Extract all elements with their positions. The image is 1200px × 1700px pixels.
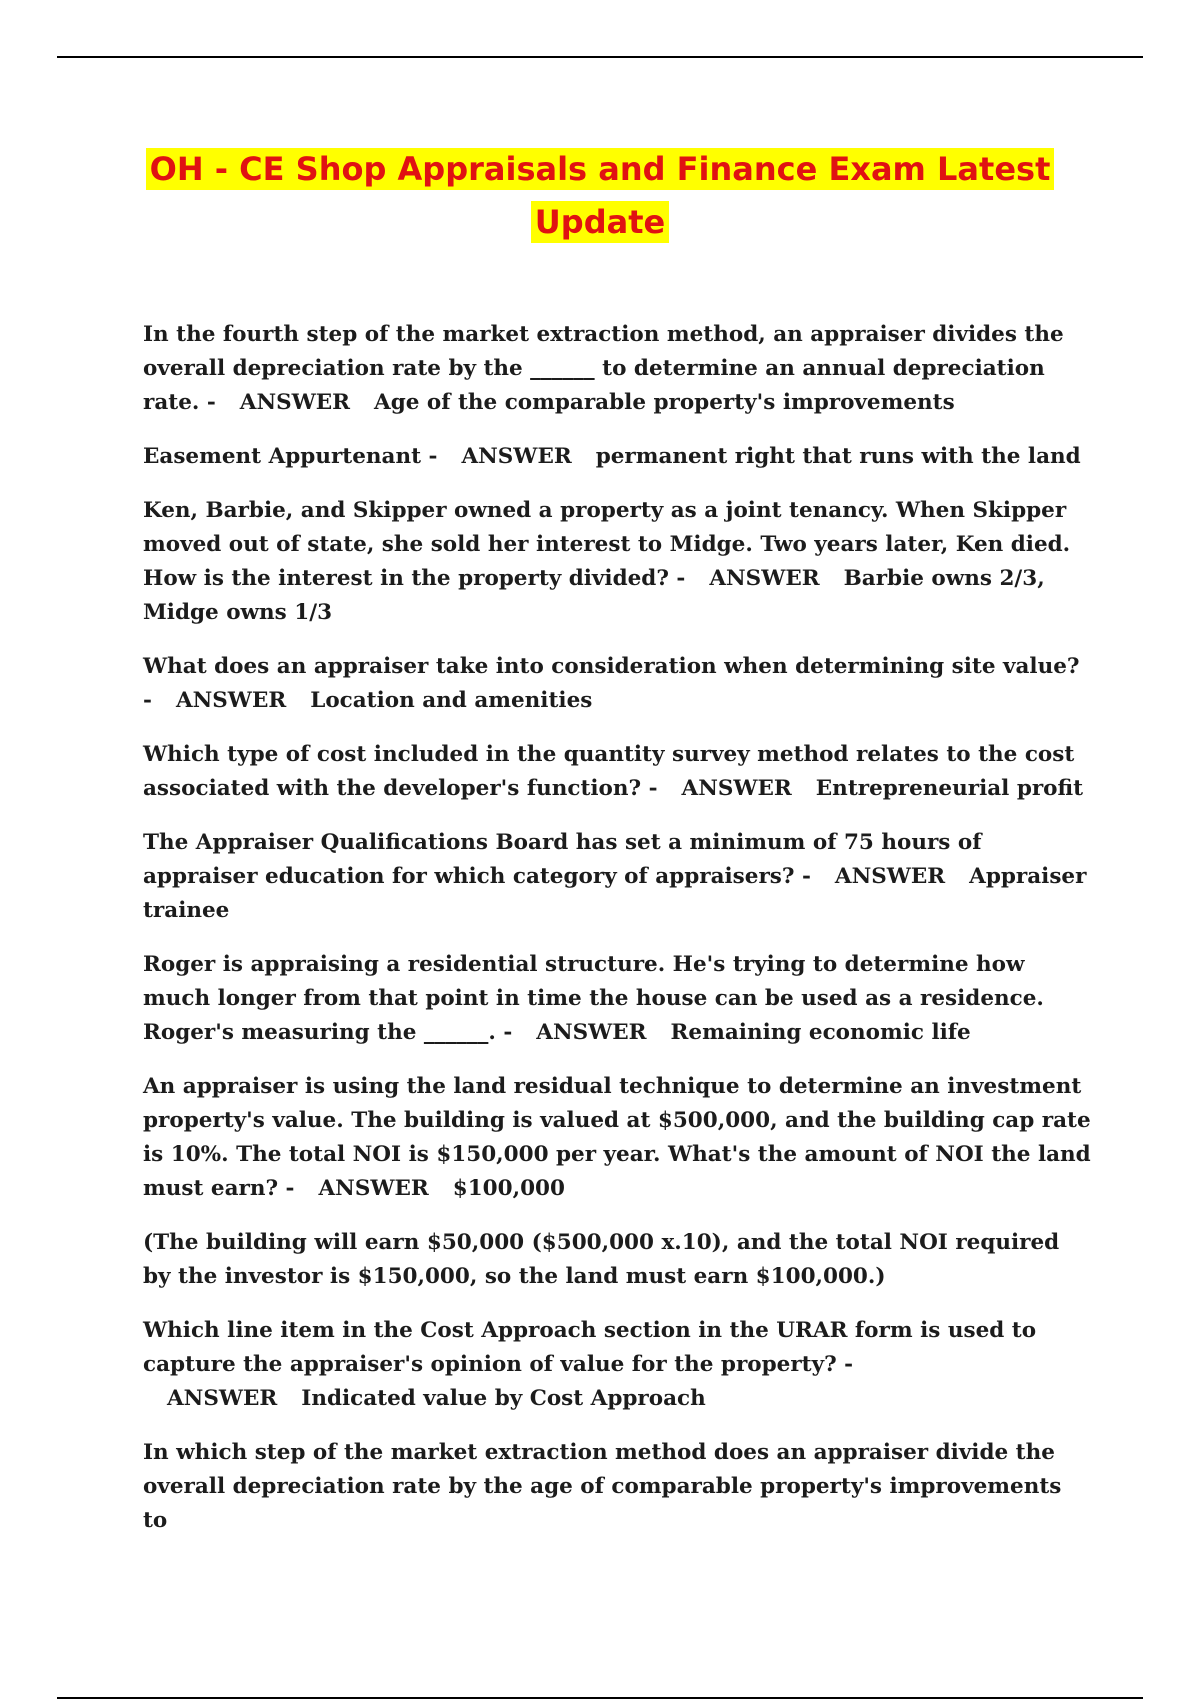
answer-text: permanent right that runs with the land bbox=[595, 444, 1081, 469]
answer-text: Remaining economic life bbox=[670, 1020, 971, 1045]
answer-label: ANSWER bbox=[461, 444, 572, 469]
answer-text: Barbie owns 2/3, Midge owns 1/3 bbox=[143, 566, 1045, 625]
answer-text: Entrepreneurial profit bbox=[815, 776, 1084, 801]
answer-label: ANSWER bbox=[709, 566, 820, 591]
title-block bbox=[100, 143, 1100, 249]
answer-text: Age of the comparable property's improvements bbox=[374, 390, 955, 415]
question-text: Easement Appurtenant - bbox=[143, 444, 438, 469]
qa-item bbox=[143, 1314, 1093, 1416]
question-text: In the fourth step of the market extraction method, an appraiser divides the overall depreciation rate by the ______ to determine an annual depreciation rate. - bbox=[143, 322, 1064, 415]
page-title bbox=[100, 143, 1100, 249]
answer-label: ANSWER bbox=[167, 1386, 278, 1411]
question-text: Ken, Barbie, and Skipper owned a property as a joint tenancy. When Skipper moved out of state, she sold her interest to Midge. Two years later, Ken died. How is the interest in the property divided? - bbox=[143, 498, 1071, 591]
question-text: Roger is appraising a residential structure. He's trying to determine how much longer from that point in time the house can be used as a residence. Roger's measuring the ______. - bbox=[143, 952, 1044, 1045]
trailing-question: In which step of the market extraction method does an appraiser divide the overall depreciation rate by the age of comparable property's improvements to bbox=[143, 1440, 1062, 1533]
answer-label: ANSWER bbox=[834, 864, 946, 889]
qa-item bbox=[143, 948, 1093, 1050]
explanation-note: (The building will earn $50,000 ($500,000 x.10), and the total NOI required by the investor is $150,000, so the land must earn $100,000.) bbox=[143, 1230, 1060, 1289]
qa-item bbox=[143, 318, 1093, 420]
footer-rule bbox=[57, 1697, 1143, 1699]
answer-text: Location and amenities bbox=[310, 688, 593, 713]
question-text: The Appraiser Qualifications Board has set a minimum of 75 hours of appraiser education for which category of appraisers? - bbox=[143, 830, 982, 889]
qa-item bbox=[143, 738, 1093, 806]
answer-label: ANSWER bbox=[175, 688, 287, 713]
qa-item bbox=[143, 826, 1093, 928]
answer-label: ANSWER bbox=[318, 1176, 429, 1201]
question-text: What does an appraiser take into consideration when determining site value? - bbox=[143, 654, 1080, 713]
qa-list bbox=[143, 318, 1093, 1558]
qa-item bbox=[143, 1070, 1093, 1206]
question-text: Which type of cost included in the quantity survey method relates to the cost associated with the developer's function? - bbox=[143, 742, 1075, 801]
answer-text: Appraiser trainee bbox=[143, 864, 1087, 923]
page-title-text: OH - CE Shop Appraisals and Finance Exam Latest Update bbox=[146, 148, 1055, 243]
answer-text: Indicated value by Cost Approach bbox=[301, 1386, 706, 1411]
header-rule bbox=[57, 56, 1143, 58]
answer-label: ANSWER bbox=[536, 1020, 647, 1045]
question-text: An appraiser is using the land residual technique to determine an investment property's value. The building is valued at $500,000, and the building cap rate is 10%. The total NOI is $150,000 per year. What's the amount of NOI the land must earn? - bbox=[143, 1074, 1091, 1201]
answer-label: ANSWER bbox=[239, 390, 351, 415]
answer-label: ANSWER bbox=[681, 776, 792, 801]
qa-item bbox=[143, 494, 1093, 630]
answer-text: $100,000 bbox=[452, 1176, 565, 1201]
qa-item bbox=[143, 650, 1093, 718]
qa-item bbox=[143, 440, 1093, 474]
question-text: Which line item in the Cost Approach section in the URAR form is used to capture the appraiser's opinion of value for the property? - bbox=[143, 1318, 1037, 1377]
